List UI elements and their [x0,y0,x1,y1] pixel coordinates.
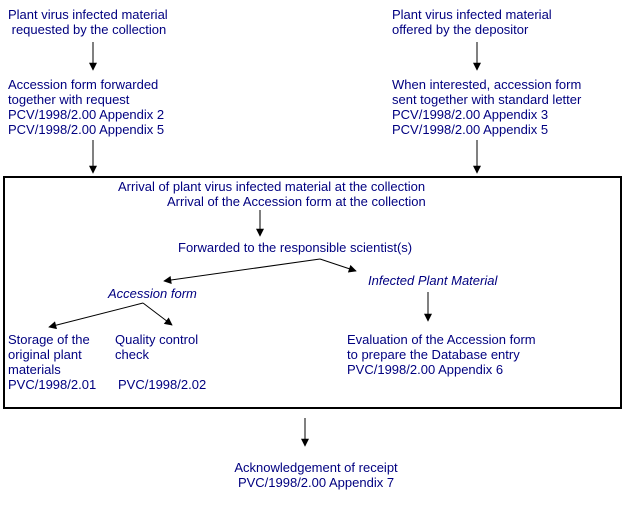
node-text-line: Evaluation of the Accession form [347,332,536,347]
node-text-line: Plant virus infected material [392,7,552,22]
node-evaluation [347,332,536,377]
node-accession-form-forwarded [8,77,164,137]
node-text-line: Quality control [115,332,199,347]
branch-label-text: Accession form [108,286,197,301]
node-text-line: PCV/1998/2.00 Appendix 2 [8,107,165,122]
node-text-line: check [115,347,149,362]
node-text-line: PVC/1998/2.02 [118,377,207,392]
node-arrival-line1 [118,179,425,194]
node-arrival-line2 [167,194,426,209]
node-text-line: PVC/1998/2.00 Appendix 7 [237,475,395,490]
branch-label-infected-plant-material [368,273,497,288]
node-text-line: PCV/1998/2.00 Appendix 5 [392,122,549,137]
node-text-line: PVC/1998/2.00 Appendix 6 [347,362,504,377]
node-text-line: Arrival of the Accession form at the collection [167,194,426,209]
node-text-line: Storage of the [8,332,90,347]
node-accession-form-sent [392,77,581,137]
node-forwarded-scientist [178,240,412,255]
node-quality-control-code [118,377,206,392]
node-text-line: PCV/1998/2.00 Appendix 3 [392,107,549,122]
node-text-line: together with request [8,92,130,107]
node-text-line: PVC/1998/2.01 [8,377,97,392]
node-text-line: materials [8,362,61,377]
node-text-line: Accession form forwarded [8,77,159,92]
node-quality-control [115,332,198,362]
node-material-offered [392,7,552,37]
branch-label-accession-form [108,286,197,301]
node-text-line: Forwarded to the responsible scientist(s) [178,240,413,255]
node-text-line: Acknowledgement of receipt [234,460,398,475]
node-storage [8,332,96,392]
node-text-line: offered by the depositor [392,22,529,37]
node-text-line: original plant [8,347,82,362]
node-text-line: Arrival of plant virus infected material at the collection [118,179,426,194]
node-text-line: When interested, accession form [392,77,582,92]
node-material-requested [8,7,168,37]
node-text-line: requested by the collection [8,22,167,37]
branch-label-text: Infected Plant Material [368,273,498,288]
node-text-line: PCV/1998/2.00 Appendix 5 [8,122,165,137]
node-text-line: to prepare the Database entry [347,347,520,362]
node-text-line: Plant virus infected material [8,7,168,22]
node-acknowledgement [166,460,466,490]
node-text-line: sent together with standard letter [392,92,582,107]
